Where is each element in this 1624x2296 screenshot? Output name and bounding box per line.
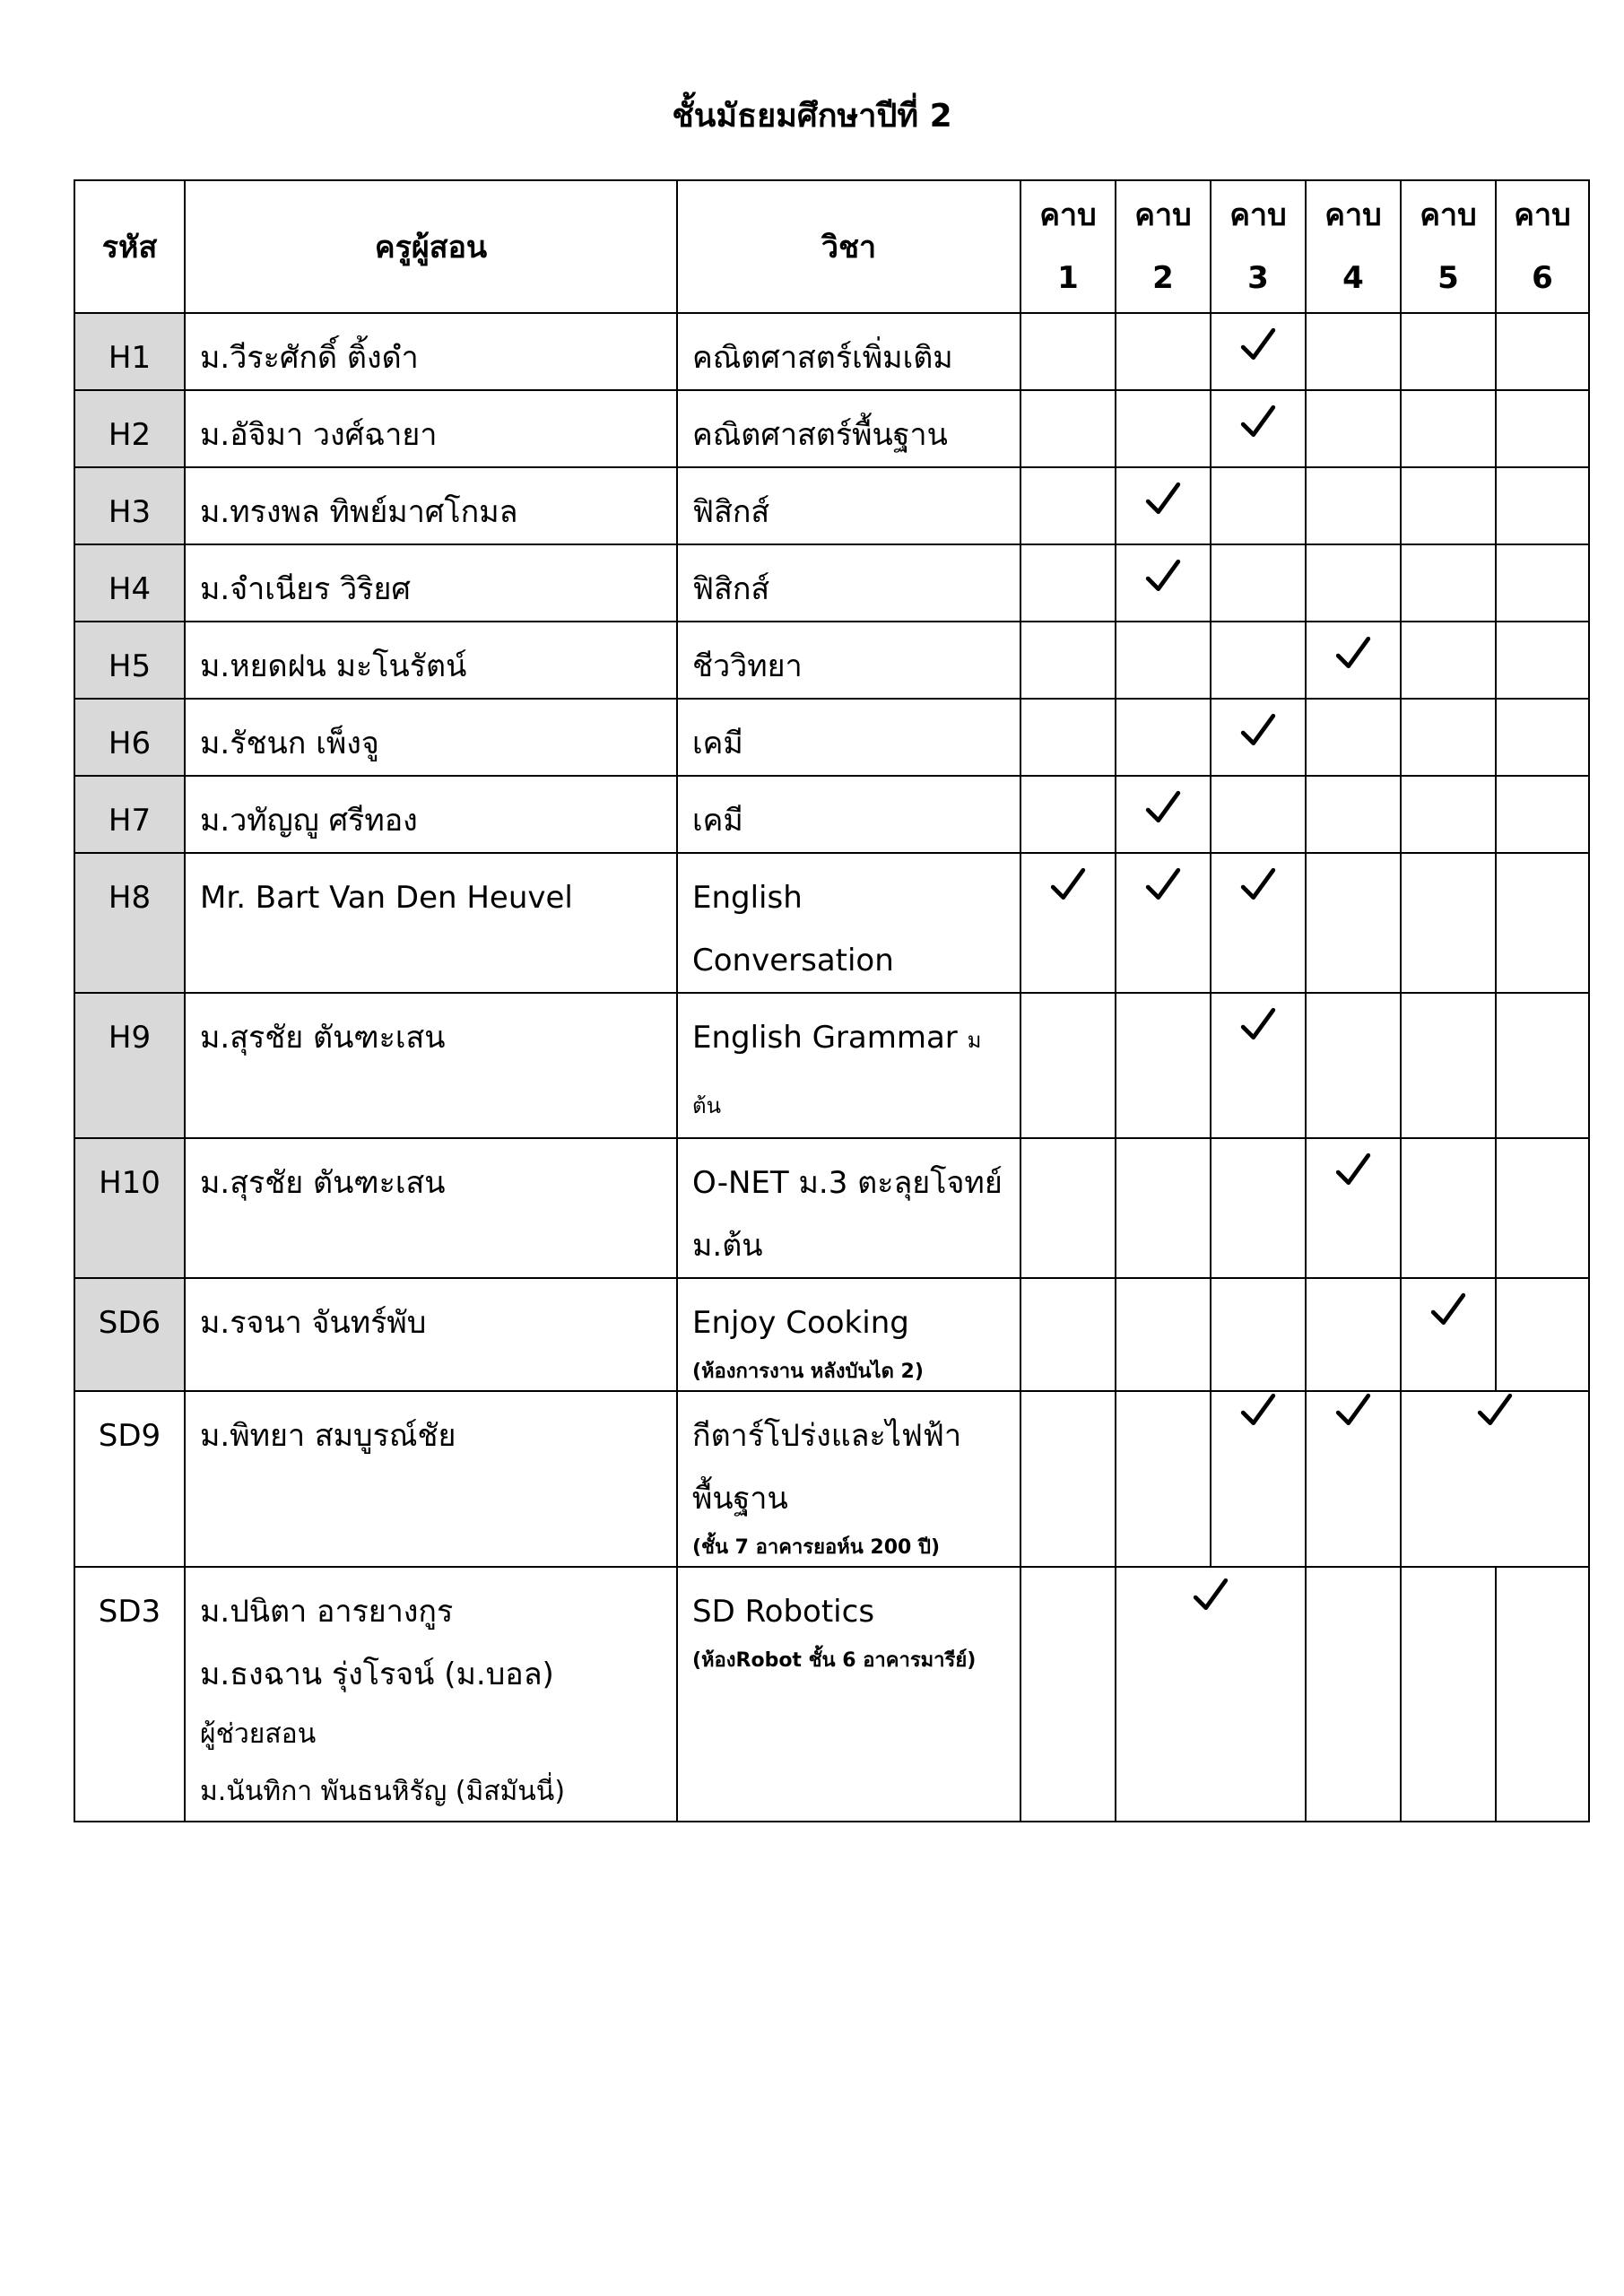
period-cell-1 xyxy=(1020,1278,1116,1391)
table-row xyxy=(74,1278,1589,1391)
check-icon xyxy=(1211,1392,1305,1430)
row-teacher xyxy=(185,699,677,776)
row-code: SD9 xyxy=(74,1391,185,1567)
table-row xyxy=(74,622,1589,699)
period-cell-3 xyxy=(1211,1391,1306,1567)
row-code: H1 xyxy=(74,313,185,390)
room-note: (ห้องการงาน หลังบันได 2) xyxy=(692,1361,924,1383)
row-code: H7 xyxy=(74,776,185,853)
row-subject xyxy=(677,313,1020,390)
period-cell-2 xyxy=(1116,544,1211,622)
row-code: SD3 xyxy=(74,1567,185,1822)
period-cell-4 xyxy=(1306,1567,1401,1822)
period-cell-5 xyxy=(1401,467,1496,544)
period-cell-4 xyxy=(1306,467,1401,544)
period-cell-3 xyxy=(1211,699,1306,776)
teacher-name: ม.รัชนก เพ็งจู xyxy=(200,726,379,761)
row-subject xyxy=(677,390,1020,467)
period-cell-1 xyxy=(1020,622,1116,699)
period-cell-1 xyxy=(1020,467,1116,544)
period-cell-3 xyxy=(1211,313,1306,390)
row-teacher xyxy=(185,544,677,622)
header-period-3: คาบ 3 xyxy=(1211,180,1306,313)
period-cell-1 xyxy=(1020,776,1116,853)
check-icon xyxy=(1307,622,1400,689)
period-cell-5-6 xyxy=(1401,1391,1589,1567)
period-cell-6 xyxy=(1496,467,1589,544)
table-row xyxy=(74,1567,1589,1822)
subject-name: ฟิสิกส์ xyxy=(692,571,770,607)
subject-name: ฟิสิกส์ xyxy=(692,494,770,530)
row-subject xyxy=(677,467,1020,544)
period-cell-2-3 xyxy=(1116,1567,1306,1822)
subject-name: คณิตศาสตร์เพิ่มเติม xyxy=(692,340,953,376)
period-cell-6 xyxy=(1496,313,1589,390)
period-cell-1 xyxy=(1020,699,1116,776)
period-cell-1 xyxy=(1020,1567,1116,1822)
check-icon xyxy=(1116,854,1210,920)
period-cell-5 xyxy=(1401,993,1496,1138)
table-row xyxy=(74,544,1589,622)
period-cell-5 xyxy=(1401,1567,1496,1822)
schedule-table xyxy=(74,179,1590,1822)
period-cell-4 xyxy=(1306,1391,1401,1567)
subject-name-2: พื้นฐาน xyxy=(692,1481,788,1517)
row-subject xyxy=(677,993,1020,1138)
teacher-name-2: ม.ธงฉาน รุ่งโรจน์ (ม.บอล) xyxy=(200,1657,554,1692)
period-cell-1 xyxy=(1020,313,1116,390)
check-icon xyxy=(1211,700,1305,766)
header-row xyxy=(74,180,1589,313)
row-teacher xyxy=(185,390,677,467)
period-cell-6 xyxy=(1496,853,1589,993)
period-cell-5 xyxy=(1401,1138,1496,1278)
period-cell-5 xyxy=(1401,622,1496,699)
subject-name: คณิตศาสตร์พื้นฐาน xyxy=(692,417,948,453)
header-code: รหัส xyxy=(74,180,185,313)
row-teacher xyxy=(185,1391,677,1567)
period-cell-3 xyxy=(1211,622,1306,699)
period-cell-3 xyxy=(1211,853,1306,993)
subject-name-2: ม.ต้น xyxy=(692,1228,763,1264)
period-cell-6 xyxy=(1496,699,1589,776)
period-cell-3 xyxy=(1211,544,1306,622)
table-row xyxy=(74,313,1589,390)
subject-level-note: ม ต้น xyxy=(692,1028,982,1118)
subject-name: Enjoy Cooking xyxy=(692,1305,909,1341)
period-cell-2 xyxy=(1116,1138,1211,1278)
check-icon xyxy=(1192,1573,1229,1636)
row-teacher xyxy=(185,622,677,699)
assistant-label: ผู้ช่วยสอน xyxy=(200,1718,317,1750)
period-cell-4 xyxy=(1306,993,1401,1138)
page-title: ชั้นมัธยมศึกษาปีที่ 2 xyxy=(672,98,952,135)
row-teacher xyxy=(185,1138,677,1278)
row-subject xyxy=(677,1391,1020,1567)
check-icon xyxy=(1402,1279,1495,1345)
period-cell-1 xyxy=(1020,544,1116,622)
row-code: H10 xyxy=(74,1138,185,1278)
header-period-5: คาบ 5 xyxy=(1401,180,1496,313)
row-code: H4 xyxy=(74,544,185,622)
row-code: H9 xyxy=(74,993,185,1138)
subject-name: English Grammar ม ต้น xyxy=(692,1020,982,1118)
teacher-name: ม.อัจิมา วงศ์ฉายา xyxy=(200,417,438,453)
table-row xyxy=(74,1138,1589,1278)
subject-name: เคมี xyxy=(692,726,743,761)
period-cell-1 xyxy=(1020,853,1116,993)
period-cell-1 xyxy=(1020,1391,1116,1567)
period-cell-2 xyxy=(1116,467,1211,544)
period-cell-3 xyxy=(1211,1138,1306,1278)
check-icon xyxy=(1021,854,1115,920)
period-cell-5 xyxy=(1401,313,1496,390)
period-cell-5 xyxy=(1401,544,1496,622)
period-cell-2 xyxy=(1116,993,1211,1138)
period-cell-4 xyxy=(1306,313,1401,390)
period-cell-5 xyxy=(1401,699,1496,776)
row-subject xyxy=(677,1278,1020,1391)
check-icon xyxy=(1116,777,1210,843)
teacher-name: ม.วีระศักดิ์ ติ้งดำ xyxy=(200,340,419,376)
header-subject: วิชา xyxy=(677,180,1020,313)
header-period-2: คาบ 2 xyxy=(1116,180,1211,313)
subject-name: เคมี xyxy=(692,803,743,839)
table-row xyxy=(74,993,1589,1138)
table-row xyxy=(74,776,1589,853)
row-subject xyxy=(677,699,1020,776)
period-cell-4 xyxy=(1306,390,1401,467)
subject-name: SD Robotics xyxy=(692,1594,875,1630)
row-teacher xyxy=(185,993,677,1138)
teacher-name: ม.พิทยา สมบูรณ์ชัย xyxy=(200,1418,456,1454)
period-cell-2 xyxy=(1116,313,1211,390)
table-row xyxy=(74,699,1589,776)
teacher-name: ม.วทัญญู ศรีทอง xyxy=(200,803,418,839)
row-code: H6 xyxy=(74,699,185,776)
header-period-6: คาบ 6 xyxy=(1496,180,1589,313)
period-cell-4 xyxy=(1306,544,1401,622)
row-teacher xyxy=(185,776,677,853)
period-cell-2 xyxy=(1116,776,1211,853)
table-row xyxy=(74,853,1589,993)
period-cell-3 xyxy=(1211,1278,1306,1391)
check-icon xyxy=(1211,854,1305,920)
period-cell-4 xyxy=(1306,622,1401,699)
period-cell-2 xyxy=(1116,699,1211,776)
teacher-name: ม.จำเนียร วิริยศ xyxy=(200,571,411,607)
row-teacher xyxy=(185,313,677,390)
teacher-name: ม.หยดฝน มะโนรัตน์ xyxy=(200,648,467,684)
period-cell-2 xyxy=(1116,853,1211,993)
row-code: SD6 xyxy=(74,1278,185,1391)
check-icon xyxy=(1402,1392,1588,1430)
period-cell-6 xyxy=(1496,1567,1589,1822)
period-cell-4 xyxy=(1306,776,1401,853)
teacher-name: ม.สุรชัย ตันฑะเสน xyxy=(200,1165,446,1201)
row-code: H3 xyxy=(74,467,185,544)
header-period-1: คาบ 1 xyxy=(1020,180,1116,313)
row-code: H8 xyxy=(74,853,185,993)
subject-name: ชีววิทยา xyxy=(692,648,803,684)
check-icon xyxy=(1307,1139,1400,1205)
room-note: (ชั้น 7 อาคารยอห์น 200 ปี) xyxy=(692,1536,941,1559)
period-cell-4 xyxy=(1306,699,1401,776)
check-icon xyxy=(1116,468,1210,535)
period-cell-6 xyxy=(1496,544,1589,622)
teacher-name: ม.สุรชัย ตันฑะเสน xyxy=(200,1020,446,1056)
period-cell-6 xyxy=(1496,776,1589,853)
row-code: H5 xyxy=(74,622,185,699)
period-cell-2 xyxy=(1116,1278,1211,1391)
period-cell-1 xyxy=(1020,390,1116,467)
table-row xyxy=(74,390,1589,467)
teacher-name: Mr. Bart Van Den Heuvel xyxy=(200,880,573,916)
check-icon xyxy=(1307,1392,1400,1430)
subject-name: English Conversation xyxy=(692,880,894,978)
period-cell-6 xyxy=(1496,622,1589,699)
row-subject xyxy=(677,1567,1020,1822)
period-cell-5 xyxy=(1401,1278,1496,1391)
period-cell-3 xyxy=(1211,390,1306,467)
teacher-name: ม.ปนิตา อารยางกูร xyxy=(200,1594,454,1630)
row-teacher xyxy=(185,853,677,993)
assistant-name: ม.นันทิกา พันธนหิรัญ (มิสมันนี่) xyxy=(200,1776,566,1807)
row-code: H2 xyxy=(74,390,185,467)
period-cell-4 xyxy=(1306,1278,1401,1391)
table-row xyxy=(74,1391,1589,1567)
period-cell-1 xyxy=(1020,993,1116,1138)
subject-name: O-NET ม.3 ตะลุยโจทย์ xyxy=(692,1165,1003,1201)
period-cell-5 xyxy=(1401,853,1496,993)
row-teacher xyxy=(185,1278,677,1391)
period-cell-3 xyxy=(1211,467,1306,544)
period-cell-2 xyxy=(1116,1391,1211,1567)
row-subject xyxy=(677,544,1020,622)
period-cell-6 xyxy=(1496,1278,1589,1391)
row-teacher xyxy=(185,467,677,544)
check-icon xyxy=(1211,391,1305,457)
period-cell-6 xyxy=(1496,1138,1589,1278)
period-cell-6 xyxy=(1496,993,1589,1138)
period-cell-1 xyxy=(1020,1138,1116,1278)
period-cell-2 xyxy=(1116,390,1211,467)
subject-name: กีตาร์โปร่งและไฟฟ้า xyxy=(692,1418,962,1454)
row-subject xyxy=(677,622,1020,699)
row-subject xyxy=(677,776,1020,853)
check-icon xyxy=(1116,545,1210,612)
period-cell-4 xyxy=(1306,853,1401,993)
period-cell-6 xyxy=(1496,390,1589,467)
period-cell-4 xyxy=(1306,1138,1401,1278)
period-cell-3 xyxy=(1211,993,1306,1138)
room-note: (ห้องRobot ชั้น 6 อาคารมารีย์) xyxy=(692,1649,977,1672)
row-teacher xyxy=(185,1567,677,1822)
table-row xyxy=(74,467,1589,544)
period-cell-3 xyxy=(1211,776,1306,853)
check-icon xyxy=(1211,314,1305,380)
header-teacher: ครูผู้สอน xyxy=(185,180,677,313)
period-cell-5 xyxy=(1401,390,1496,467)
teacher-name: ม.ทรงพล ทิพย์มาศโกมล xyxy=(200,494,518,530)
row-subject xyxy=(677,1138,1020,1278)
row-subject xyxy=(677,853,1020,993)
check-icon xyxy=(1211,994,1305,1060)
header-period-4: คาบ 4 xyxy=(1306,180,1401,313)
teacher-name: ม.รจนา จันทร์พับ xyxy=(200,1305,427,1341)
period-cell-5 xyxy=(1401,776,1496,853)
period-cell-2 xyxy=(1116,622,1211,699)
